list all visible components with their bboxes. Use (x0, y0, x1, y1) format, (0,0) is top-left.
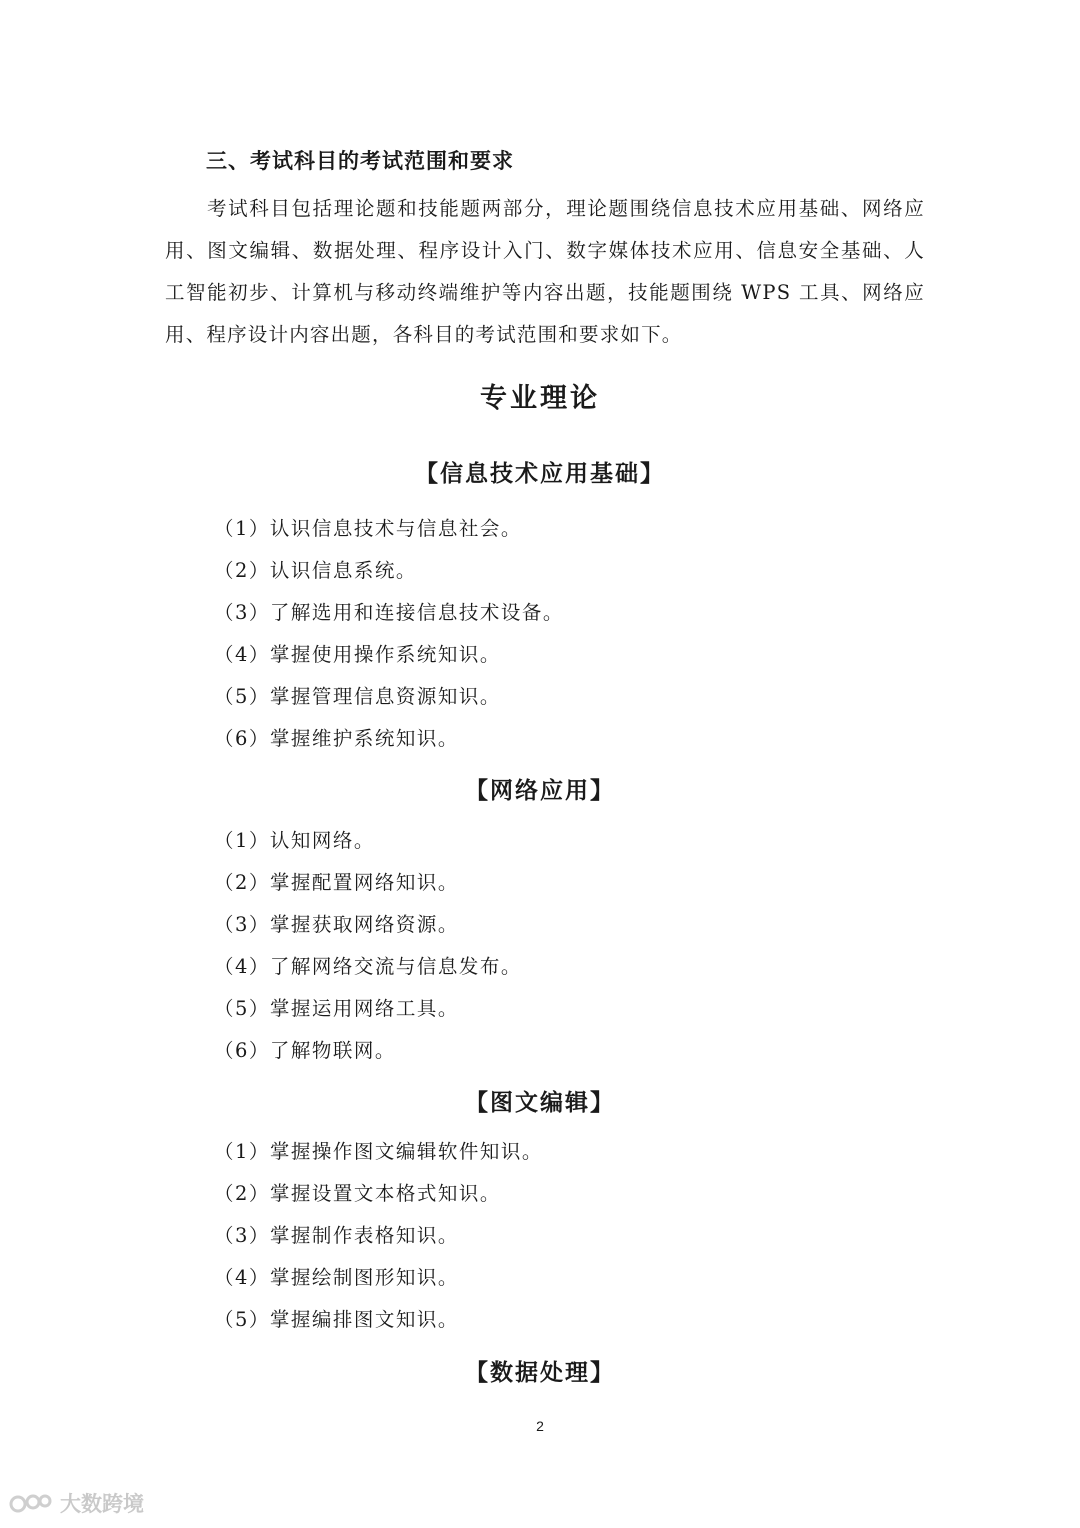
list-item: （2）掌握配置网络知识。 (214, 871, 459, 894)
list-item: （2）掌握设置文本格式知识。 (214, 1182, 501, 1205)
list-item: （6）了解物联网。 (214, 1039, 396, 1062)
list-item: （4）掌握使用操作系统知识。 (214, 643, 501, 666)
subsection-heading-network: 【网络应用】 (465, 778, 615, 804)
list-item: （1）认知网络。 (214, 829, 375, 852)
list-item: （3）掌握制作表格知识。 (214, 1224, 459, 1247)
list-item: （5）掌握运用网络工具。 (214, 997, 459, 1020)
subsection-heading-info-tech: 【信息技术应用基础】 (415, 461, 665, 487)
list-item: （6）掌握维护系统知识。 (214, 727, 459, 750)
subsection-list-network (214, 820, 522, 1072)
list-item: （3）了解选用和连接信息技术设备。 (214, 601, 564, 624)
subsection-list-graphic-editing (214, 1131, 543, 1341)
subsection-heading-graphic-editing: 【图文编辑】 (465, 1090, 615, 1116)
subsection-list-info-tech (214, 508, 564, 760)
list-item: （4）了解网络交流与信息发布。 (214, 955, 522, 978)
list-item: （5）掌握编排图文知识。 (214, 1308, 459, 1331)
watermark-text: 大数跨境 (60, 1492, 144, 1516)
logo-icon (8, 1490, 54, 1516)
intro-paragraph: 考试科目包括理论题和技能题两部分，理论题围绕信息技术应用基础、网络应用、图文编辑、数据处理、程序设计入门、数字媒体技术应用、信息安全基础、人工智能初步、计算机与移动终端维护等内容出题，技能题围绕 WPS 工具、网络应用、程序设计内容出题，各科目的考试范围和要求如下。 (165, 197, 925, 346)
page-number: 2 (536, 1418, 544, 1434)
list-item: （1）掌握操作图文编辑软件知识。 (214, 1140, 543, 1163)
list-item: （5）掌握管理信息资源知识。 (214, 685, 501, 708)
watermark (8, 1488, 144, 1518)
list-item: （3）掌握获取网络资源。 (214, 913, 459, 936)
list-item: （1）认识信息技术与信息社会。 (214, 517, 522, 540)
section-heading: 三、考试科目的考试范围和要求 (206, 149, 514, 173)
list-item: （2）认识信息系统。 (214, 559, 417, 582)
main-title: 专业理论 (480, 383, 600, 414)
subsection-heading-data-processing: 【数据处理】 (465, 1360, 615, 1386)
list-item: （4）掌握绘制图形知识。 (214, 1266, 459, 1289)
